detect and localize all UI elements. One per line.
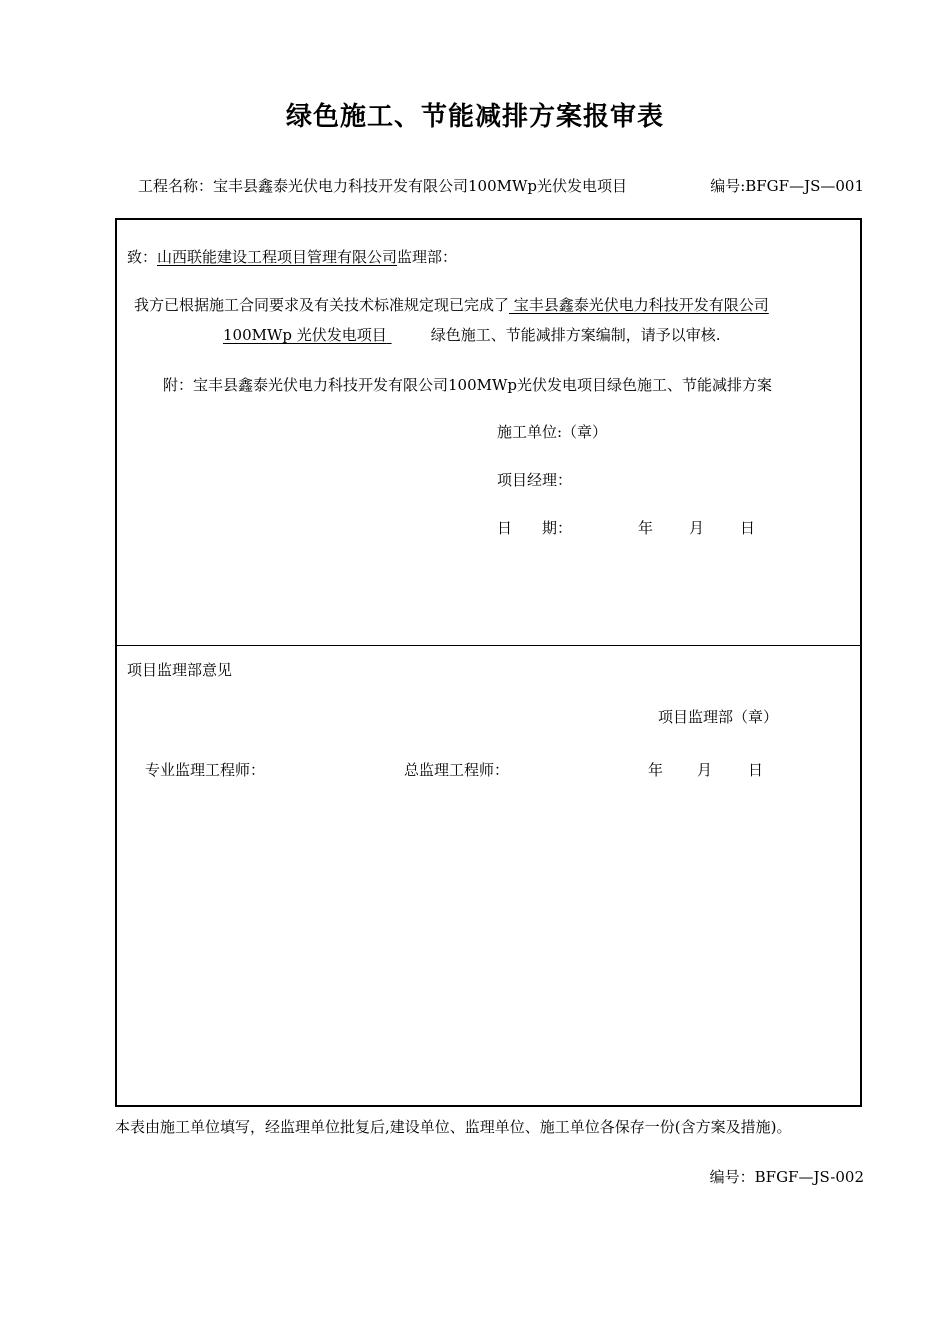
chief-engineer-label: 总监理工程师： xyxy=(404,761,510,779)
project-name-line xyxy=(138,175,627,196)
next-form-code: 编号：BFGF—JS-002 xyxy=(709,1168,864,1186)
date-month: 月 xyxy=(689,519,705,537)
blank-underline xyxy=(387,326,421,344)
project-manager-label: 项目经理： xyxy=(497,471,573,489)
project-label: 工程名称： xyxy=(138,177,214,195)
form-title: 绿色施工、节能减排方案报审表 xyxy=(285,102,664,132)
body-text-prefix: 我方已根据施工合同要求及有关技术标准规定现已完成了 xyxy=(134,296,510,314)
opinion-date-month: 月 xyxy=(697,761,713,779)
addressee-prefix: 致： xyxy=(127,248,158,266)
date-day: 日 xyxy=(740,519,756,537)
supervision-stamp-label: 项目监理部（章） xyxy=(658,708,779,726)
addressee-line xyxy=(127,246,457,267)
form-code xyxy=(710,175,864,196)
body-line-1 xyxy=(134,294,769,315)
body-project-part2: 100MWp 光伏发电项目 xyxy=(223,326,387,344)
date-year: 年 xyxy=(638,519,654,537)
addressee-org: 山西联能建设工程项目管理有限公司 xyxy=(157,248,398,266)
footer-note: 本表由施工单位填写，经监理单位批复后,建设单位、监理单位、施工单位各保存一份(含方案及措施)。 xyxy=(115,1118,792,1136)
body-line-2 xyxy=(223,324,721,345)
code-label: 编号: xyxy=(710,177,746,195)
body-project-part1: 宝丰县鑫泰光伏电力科技开发有限公司 xyxy=(509,296,769,314)
construction-unit-label: 施工单位:（章） xyxy=(497,423,608,441)
opinion-date-day: 日 xyxy=(748,761,764,779)
addressee-suffix: 监理部： xyxy=(397,248,458,266)
opinion-date-year: 年 xyxy=(648,761,664,779)
body-text-suffix: 绿色施工、节能减排方案编制，请予以审核. xyxy=(430,326,721,344)
code-value: BFGF—JS—001 xyxy=(745,177,864,195)
supervision-opinion-heading: 项目监理部意见 xyxy=(127,661,233,679)
project-name: 宝丰县鑫泰光伏电力科技开发有限公司100MWp光伏发电项目 xyxy=(213,177,628,195)
section-divider xyxy=(117,645,860,646)
specialist-engineer-label: 专业监理工程师： xyxy=(145,761,266,779)
attachment-line: 附：宝丰县鑫泰光伏电力科技开发有限公司100MWp光伏发电项目绿色施工、节能减排方案 xyxy=(163,376,773,394)
form-table xyxy=(115,218,862,1107)
date-label: 日 期： xyxy=(497,519,573,537)
